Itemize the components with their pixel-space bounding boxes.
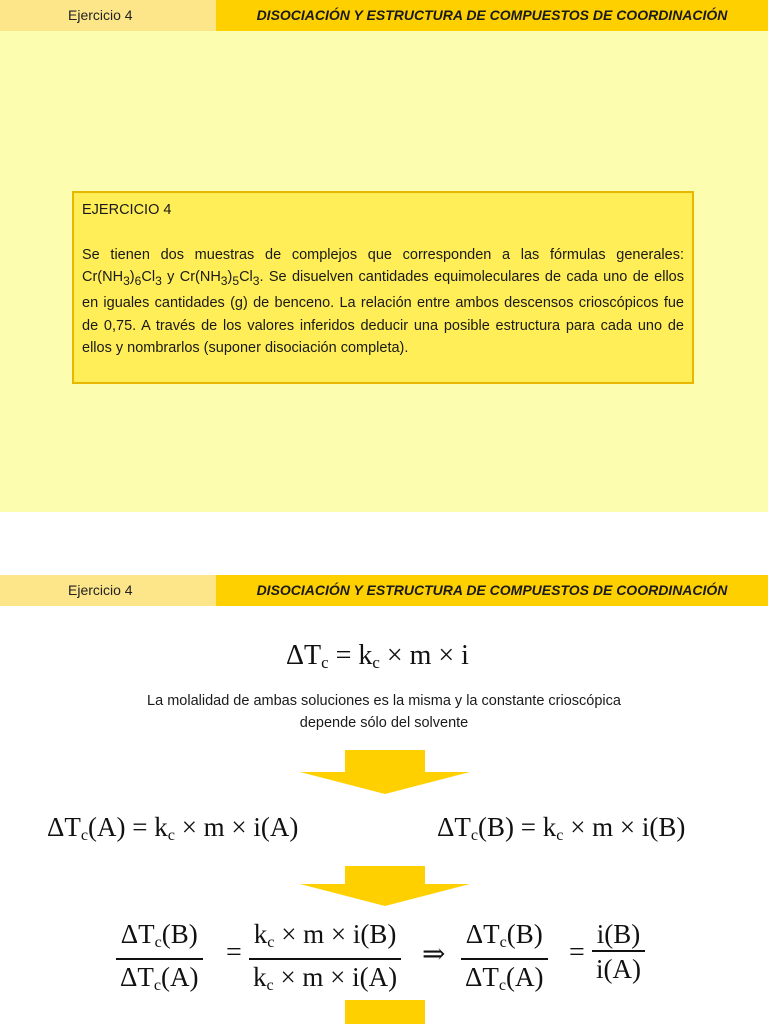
exercise-statement <box>82 244 684 360</box>
exercise-heading: EJERCICIO 4 <box>82 202 172 218</box>
equation-sample-b: $\Delta T_c(B) = k_c \times m \times i(B)$ <box>437 812 686 845</box>
exercise-number-cell <box>0 575 216 606</box>
equals-sign: = <box>569 937 585 968</box>
down-arrow-icon <box>300 750 470 794</box>
down-arrow-icon <box>300 866 470 906</box>
exercise-number-cell <box>0 0 216 31</box>
statement-part-1: Se tienen dos muestras de complejos que corresponden a las fórmulas generales: <box>82 246 684 263</box>
formula-b: $Cr(NH_3)_5Cl_3$ <box>179 269 260 288</box>
exercise-number: Ejercicio 4 <box>68 7 133 23</box>
exercise-number: Ejercicio 4 <box>68 582 133 598</box>
slide-title: DISOCIACIÓN Y ESTRUCTURA DE COMPUESTOS DE COORDINACIÓN <box>216 0 768 31</box>
implies-arrow: ⇒ <box>422 939 446 970</box>
slide-header <box>0 0 768 31</box>
slide-gap <box>0 512 768 575</box>
exercise-statement-box <box>72 191 694 384</box>
slide-title: DISOCIACIÓN Y ESTRUCTURA DE COMPUESTOS DE COORDINACIÓN <box>216 575 768 606</box>
equation-cryoscopic-descent: $\Delta T_c = k_c \times m \times i$ <box>286 640 469 673</box>
formula-a: $Cr(NH_3)_6Cl_3$ <box>82 269 162 288</box>
fraction-expanded: $\frac{k_c \times m \times i(B)}{k_c \times m \times i(A)}$ <box>249 918 401 1002</box>
statement-join: y <box>161 269 180 285</box>
explanation-note: La molalidad de ambas soluciones es la misma y la constante crioscópica depende sólo del solvente <box>147 693 621 731</box>
slide-header <box>0 575 768 606</box>
down-arrow-icon <box>300 1000 470 1024</box>
fraction-vant-hoff-ratio: $\frac{i(B)}{i(A)}$ <box>592 918 645 986</box>
equals-sign: = <box>226 937 242 968</box>
fraction-delta-ratio-result: $\Delta T_c(B)$ $\Delta T_c(A)$ <box>461 918 548 1002</box>
fraction-delta-ratio: $\Delta T_c(B)$ $\Delta T_c(A)$ <box>116 918 203 1002</box>
equation-sample-a: $\Delta T_c(A) = k_c \times m \times i(A)$ <box>47 812 299 845</box>
statement-part-2: . Se disuelven cantidades equimoleculares de cada uno de ellos en iguales cantidades (g) de benceno. La relación entre ambos descensos crioscópicos fue de 0,75. A través de los valores inferidos deducir una posible estructura para cada uno de ellos y nombrarlos (suponer disociación completa). <box>82 269 684 357</box>
